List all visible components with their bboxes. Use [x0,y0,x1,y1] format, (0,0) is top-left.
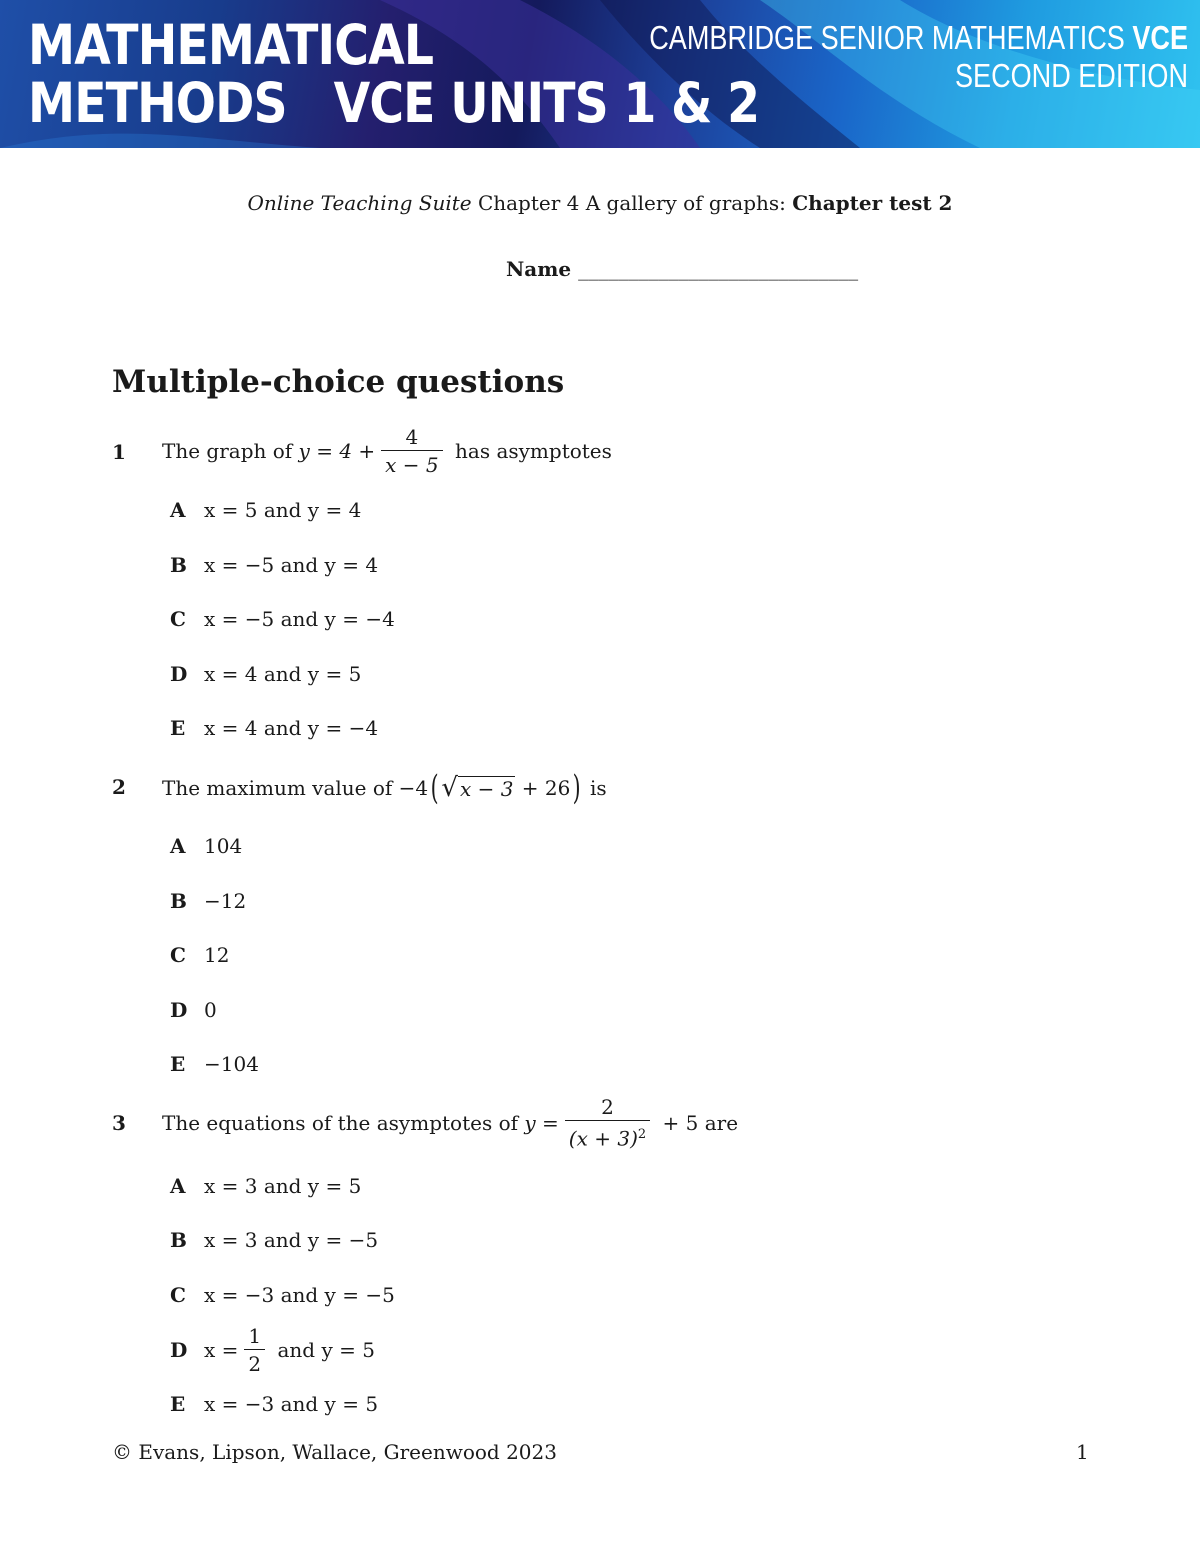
page-number: 1 [1076,1440,1089,1464]
option-d[interactable]: D x = $\frac{1}{2}$ and y = 5 [170,1324,375,1376]
math-expr: y = [524,1111,559,1135]
copyright: © Evans, Lipson, Wallace, Greenwood 2023 [112,1440,557,1464]
option-b[interactable]: B x = −5 and y = 4 [170,553,379,577]
option-c[interactable]: C x = −5 and y = −4 [170,607,395,631]
question-stem: The maximum value of −4 ( √ x − 3 + 26 ) is [162,768,607,808]
fraction: $\frac{4}{x - 5}$ [381,426,442,476]
name-label: Name [506,257,579,281]
document-header [0,188,1200,218]
question-number: 1 [112,440,126,464]
option-d[interactable]: D x = 4 and y = 5 [170,662,362,686]
series-name: CAMBRIDGE SENIOR MATHEMATICS VCE [649,19,1188,56]
option-a[interactable]: A x = 3 and y = 5 [170,1174,362,1198]
option-c[interactable]: C x = −3 and y = −5 [170,1283,395,1307]
edition-label: SECOND EDITION [954,57,1188,94]
series-block [531,20,1188,94]
banner-title-line2: METHODS VCE UNITS 1 & 2 [28,71,760,135]
name-blank: ____________________________ [578,257,859,281]
option-c[interactable]: C 12 [170,943,230,967]
square-root: √ x − 3 [441,773,514,803]
fraction: $\frac{1}{2}$ [244,1325,265,1375]
option-e[interactable]: E −104 [170,1052,259,1076]
question-number: 3 [112,1111,126,1135]
question-stem: The graph of y = 4 + $\frac{4}{x - 5}$ has asymptotes [162,425,612,477]
fraction: $\frac{2}{(x + 3)^2}$ [565,1096,650,1150]
test-title: Chapter test 2 [792,191,953,215]
left-paren: ( [430,768,439,808]
option-a[interactable]: A x = 5 and y = 4 [170,498,362,522]
right-paren: ) [573,768,581,808]
math-expr: y = 4 + [298,439,376,463]
name-field[interactable] [506,254,858,284]
banner-title-line1: MATHEMATICAL [28,13,434,77]
option-e[interactable]: E x = −3 and y = 5 [170,1392,379,1416]
option-d[interactable]: D 0 [170,998,217,1022]
suite-name: Online Teaching Suite [247,191,472,215]
chapter-title: Chapter 4 A gallery of graphs: [471,191,793,215]
section-title: Multiple-choice questions [112,364,565,400]
question-number: 2 [112,775,126,799]
banner [0,0,1200,148]
option-b[interactable]: B −12 [170,889,247,913]
option-b[interactable]: B x = 3 and y = −5 [170,1228,379,1252]
option-a[interactable]: A 104 [170,834,243,858]
question-stem: The equations of the asymptotes of y = $\frac{2}{(x + 3)^2}$ + 5 are [162,1095,739,1151]
option-e[interactable]: E x = 4 and y = −4 [170,716,379,740]
